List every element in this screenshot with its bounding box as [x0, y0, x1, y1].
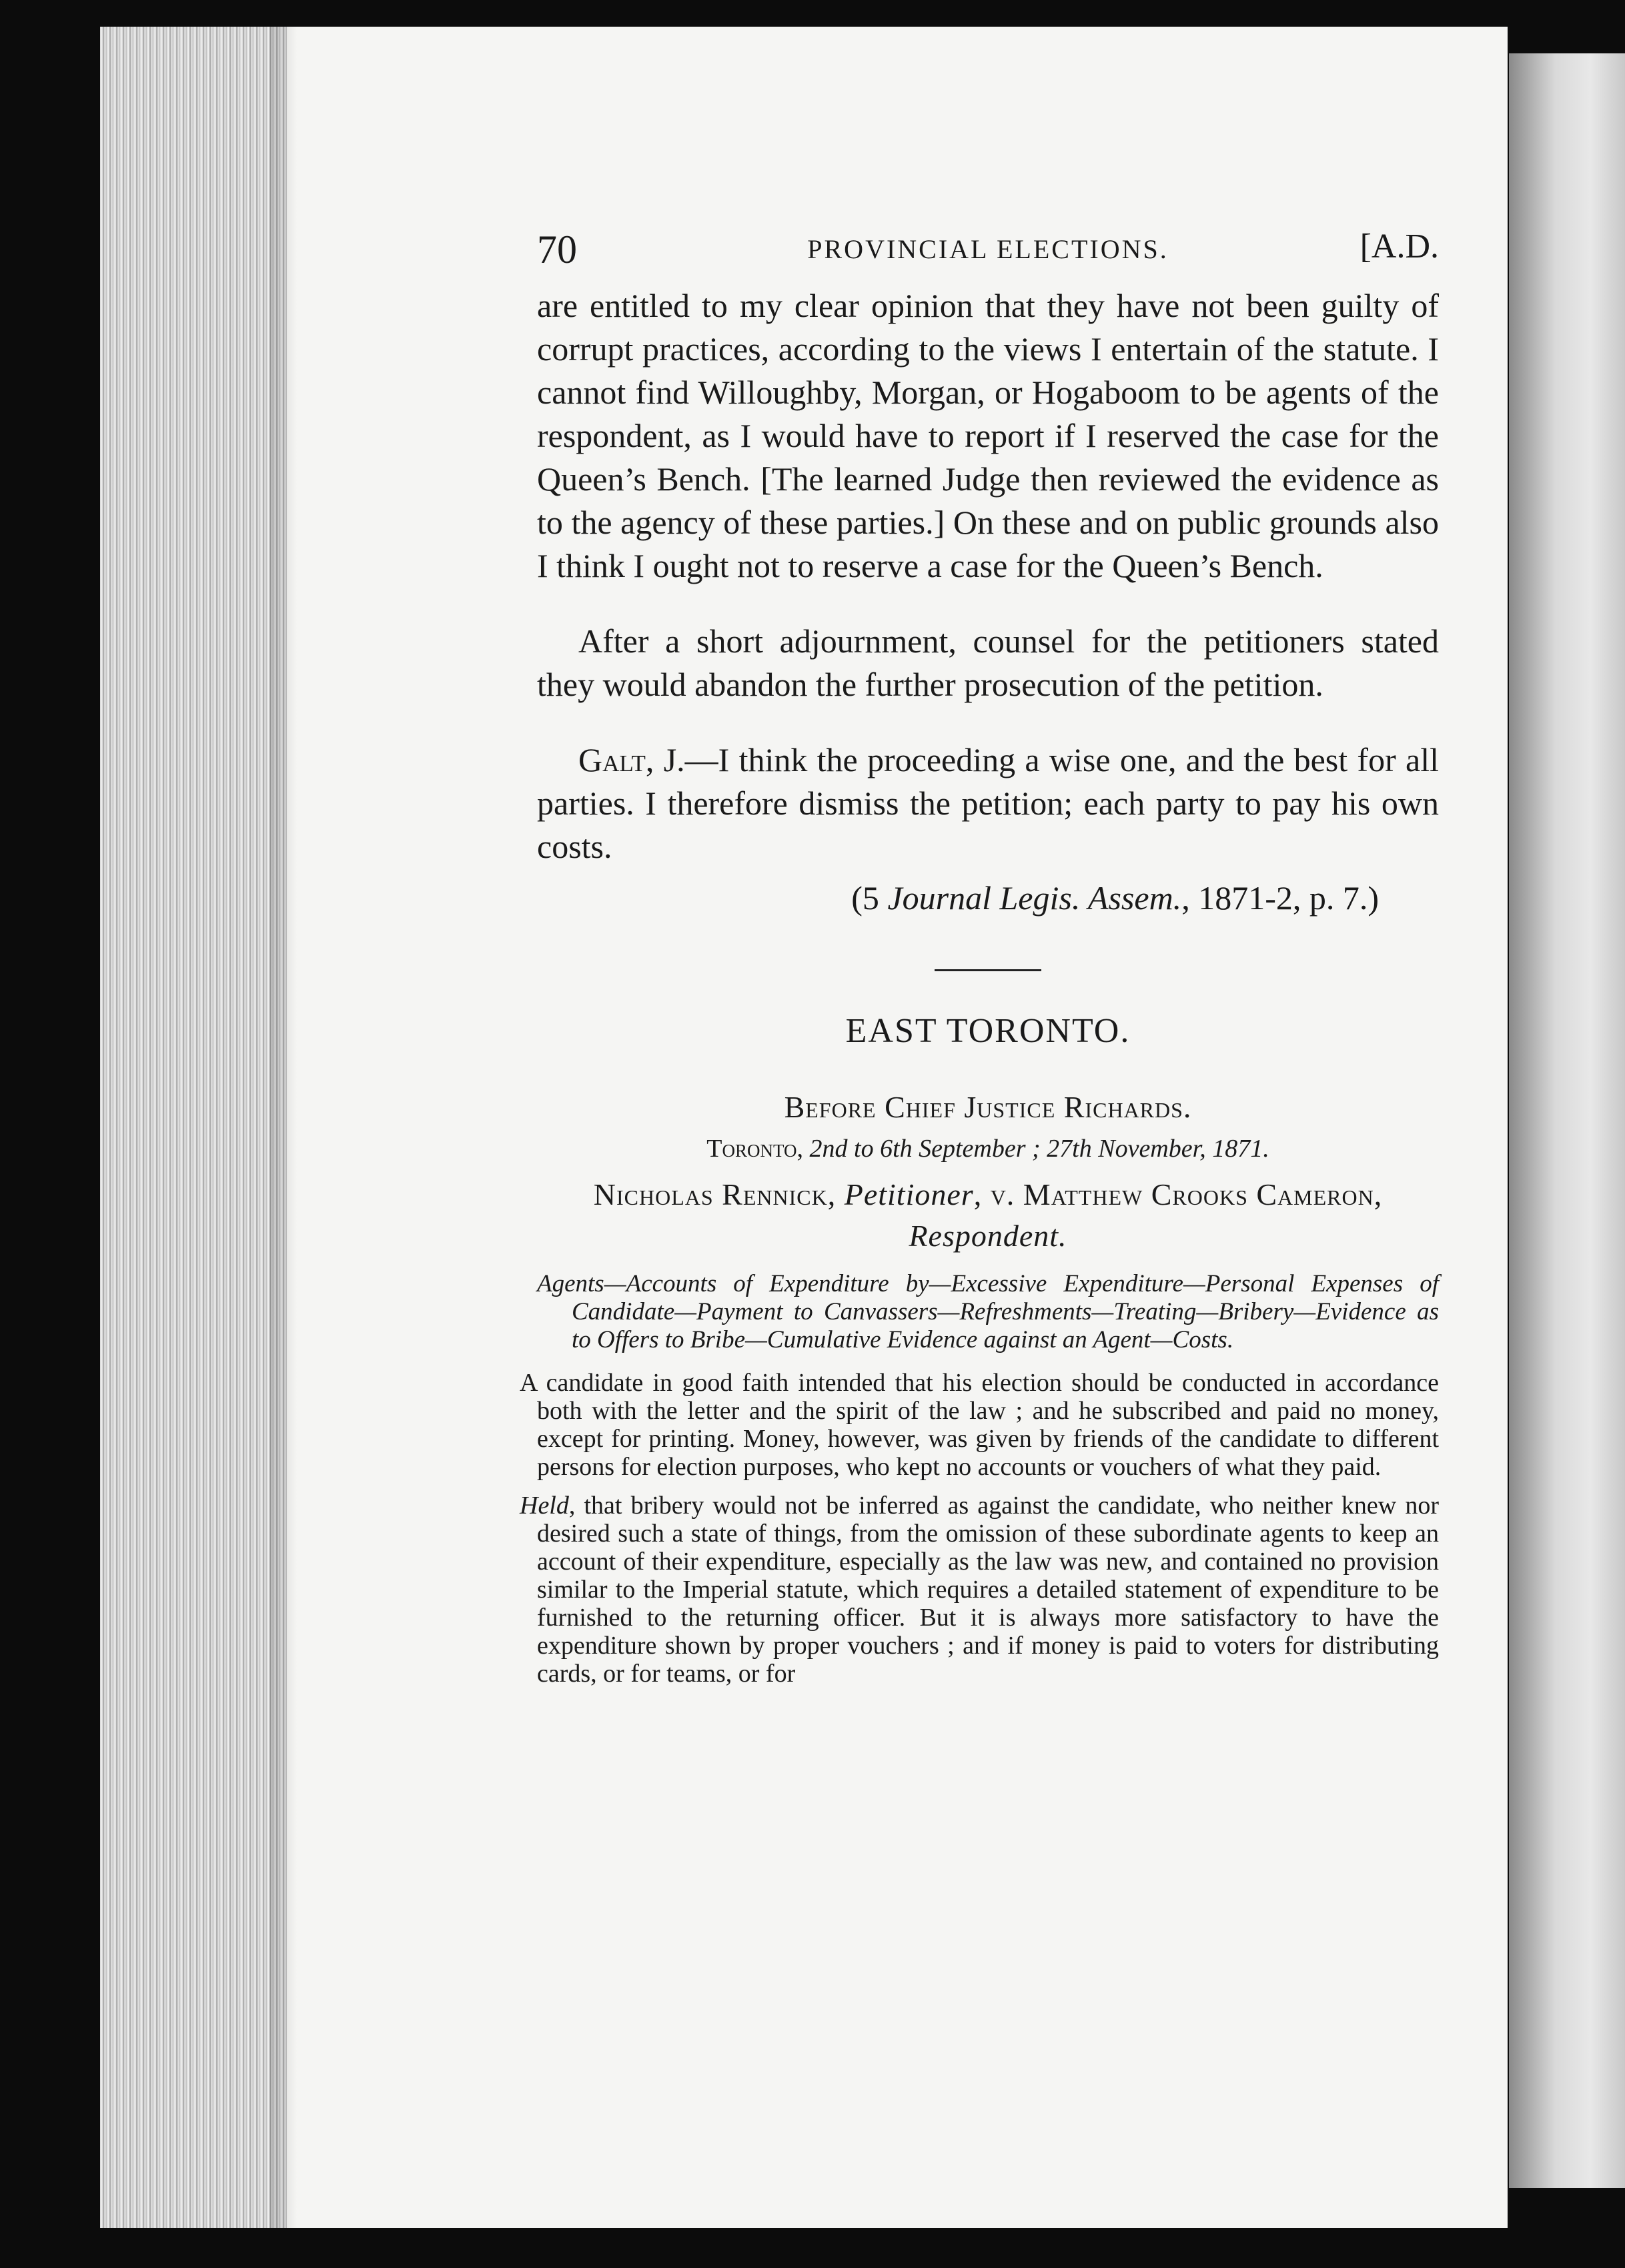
running-head [537, 220, 1439, 280]
running-title: PROVINCIAL ELECTIONS. [807, 234, 1169, 264]
paragraph-continuation: are entitled to my clear opinion that they have not been guilty of corrupt practices, according to the views I entertain of the statute. I cannot find Willoughby, Morgan, or Hogaboom to be agents of the respondent, as I would have to report if I reserved the case for the Queen’s Bench. [The learned Judge then reviewed the evidence as to the agency of these parties.] On these and on public grounds also I think I ought not to reserve a case for the Queen’s Bench. [537, 287, 1439, 584]
catchwords: Agents—Accounts of Expenditure by—Excessive Expenditure—Personal Expenses of Candidate—Payment to Canvassers—Refreshments—Treating—Bribery—Evidence as to Offers to Bribe—Cumulative Evidence against an Agent—Costs. [537, 1270, 1439, 1353]
case-dates [537, 1134, 1439, 1163]
headnote-2-text: , that bribery would not be inferred as against the candidate, who neither knew nor desired such a state of things, from the omission of these subordinate agents to keep an account of their expenditure, especially as the law was new, and contained no provision similar to the Imperial statute, which requires a detailed statement of expenditure to be furnished to the returning officer. But it is always more satisfactory to have the expenditure shown by proper vouchers ; and if money is paid to voters for distributing cards, or for teams, or for [537, 1492, 1439, 1688]
respondent-name: Matthew Crooks Cameron, [1023, 1177, 1383, 1211]
citation-open: (5 [851, 879, 888, 917]
respondent-role: Respondent. [909, 1219, 1067, 1253]
headnote-held: Held [520, 1492, 569, 1520]
right-page-edge [1509, 53, 1625, 2188]
case-judge: Before Chief Justice Richards. [784, 1090, 1192, 1124]
gutter-shadow [270, 27, 297, 2228]
book-page-edges [100, 27, 294, 2228]
citation [537, 877, 1439, 920]
case-parties [537, 1174, 1439, 1257]
section-divider [935, 969, 1041, 971]
versus: , v. [973, 1177, 1023, 1211]
paragraph-galt [537, 738, 1439, 869]
judgment-text [537, 284, 1439, 869]
headnote-1: A candidate in good faith intended that his election should be conducted in accordance both with the letter and the spirit of the law ; and he subscribed and paid no money, except for printing. Money, however, was given by friends of the candidate to different persons for election purposes, who kept no accounts or vouchers of what they paid. [520, 1369, 1439, 1481]
headnote-2 [520, 1492, 1439, 1688]
paragraph-adjournment: After a short adjournment, counsel for the petitioners stated they would abandon the further prosecution of the petition. [537, 622, 1439, 703]
judge-statement: —I think the proceeding a wise one, and the best for all parties. I therefore dismiss the petition; each party to pay his own costs. [537, 741, 1439, 865]
page-number: 70 [537, 227, 577, 271]
case-place: Toronto, [706, 1135, 810, 1163]
citation-rest: , 1871-2, p. 7.) [1181, 879, 1379, 917]
petitioner-role: Petitioner [844, 1177, 974, 1211]
running-date-marker: [A.D. [1360, 227, 1439, 265]
petitioner-name: Nicholas Rennick, [593, 1177, 845, 1211]
judge-name: Galt, J. [578, 741, 685, 778]
page-content [520, 220, 1439, 1698]
case-title: EAST TORONTO. [845, 1012, 1131, 1050]
citation-journal: Journal Legis. Assem. [887, 879, 1182, 917]
case-date-range: 2nd to 6th September ; 27th November, 1871. [809, 1135, 1269, 1163]
